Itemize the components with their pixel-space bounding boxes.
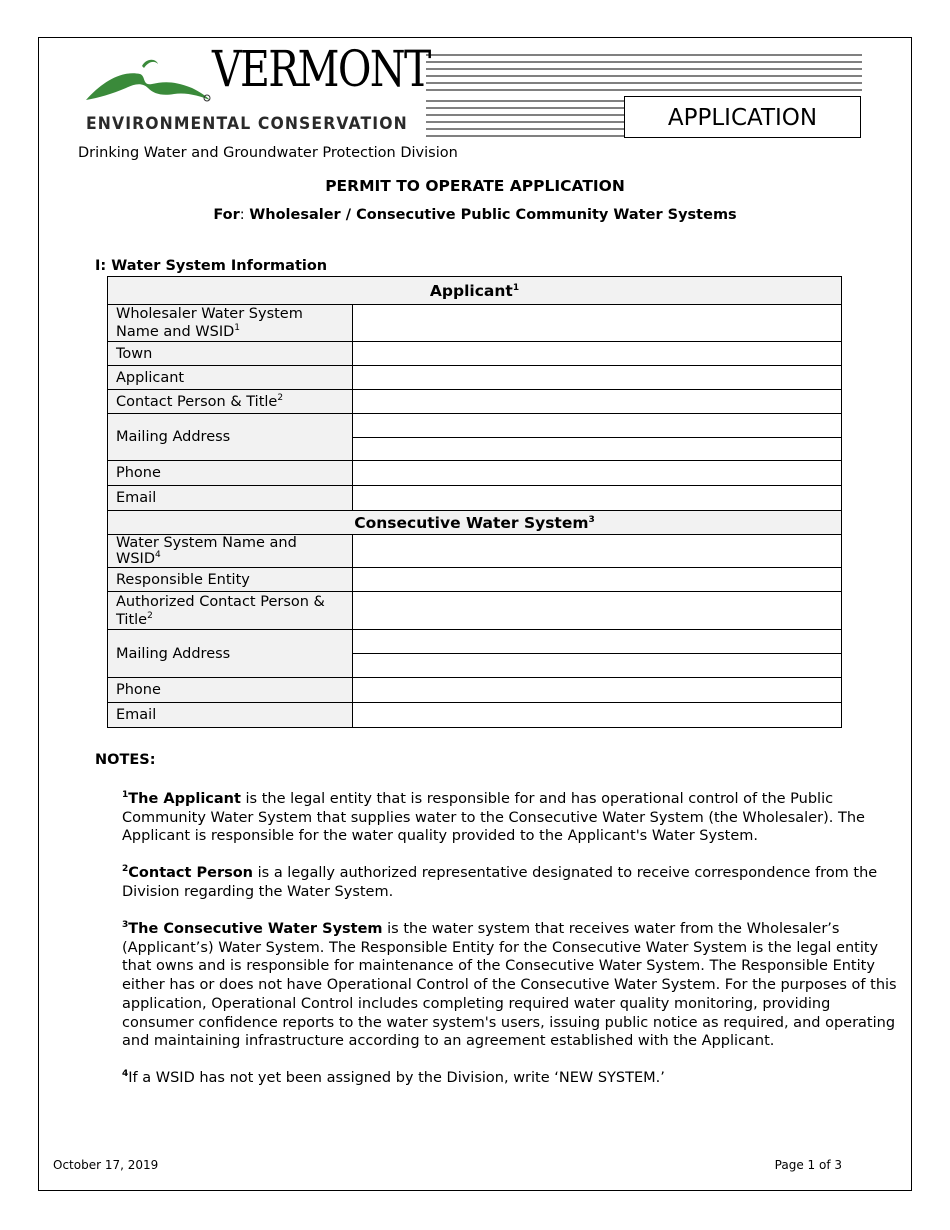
note-wsid: $^4$If a WSID has not yet been assigned by the Division, write ‘NEW SYSTEM.’ (122, 1069, 665, 1086)
wholesaler-name-field[interactable] (353, 305, 842, 342)
consecutive-phone-field[interactable] (353, 678, 842, 703)
page-title: PERMIT TO OPERATE APPLICATION (325, 177, 625, 195)
contact-person-label: Contact Person & Title$^2$ (108, 390, 353, 414)
applicant-label: Applicant (108, 366, 353, 390)
town-label: Town (108, 342, 353, 366)
page-subtitle (0, 207, 950, 223)
water-system-form (107, 276, 842, 728)
footer-page-number: Page 1 of 3 (774, 1158, 842, 1172)
footer-date: October 17, 2019 (53, 1158, 159, 1172)
consecutive-phone-label: Phone (108, 678, 353, 703)
notes-heading: NOTES: (95, 752, 156, 768)
wholesaler-name-label: Wholesaler Water System Name and WSID$^1$ (108, 305, 353, 342)
email-field[interactable] (353, 486, 842, 511)
mailing-address-line2-field[interactable] (353, 438, 842, 461)
applicant-heading: Applicant$^1$ (108, 277, 842, 305)
document-type-box: APPLICATION (624, 96, 861, 138)
phone-field[interactable] (353, 461, 842, 486)
note-consecutive-system: $^3$The Consecutive Water System is the water system that receives water from the Wholesaler’s (Applicant’s) Water System. The Responsible Entity for the Consecutive Water System is the legal entity that owns and is responsible for maintenance of the Consecutive Water System. The Responsible Entity either has or does not have Operational Control of the Consecutive Water System. For the purposes of this application, Operational Control includes completing required water quality monitoring, providing consumer confidence reports to the water system's users, issuing public notice as required, and operating and maintaining infrastructure according to an agreement established with the Applicant. (122, 920, 897, 1050)
note-contact-person: $^2$Contact Person is a legally authorized representative designated to receive correspondence from the Division regarding the Water System. (122, 864, 878, 900)
section-title: I: Water System Information (95, 258, 328, 274)
consecutive-mailing-line1-field[interactable] (353, 630, 842, 654)
subtitle-text: Wholesaler / Consecutive Public Community Water Systems (249, 207, 737, 223)
responsible-entity-label: Responsible Entity (108, 568, 353, 592)
consecutive-mailing-line2-field[interactable] (353, 654, 842, 678)
consecutive-email-field[interactable] (353, 703, 842, 728)
consecutive-mailing-address-label: Mailing Address (108, 630, 353, 678)
consecutive-email-label: Email (108, 703, 353, 728)
logo-wordmark: VERMONT (212, 40, 430, 98)
authorized-contact-label: Authorized Contact Person & Title$^2$ (108, 592, 353, 630)
logo-subtitle: ENVIRONMENTAL CONSERVATION (86, 114, 408, 134)
phone-label: Phone (108, 461, 353, 486)
authorized-contact-field[interactable] (353, 592, 842, 630)
mailing-address-label: Mailing Address (108, 414, 353, 461)
division-name: Drinking Water and Groundwater Protection Division (78, 145, 458, 161)
responsible-entity-field[interactable] (353, 568, 842, 592)
email-label: Email (108, 486, 353, 511)
subtitle-separator: : (239, 207, 250, 223)
consecutive-heading: Consecutive Water System$^3$ (108, 511, 842, 535)
contact-person-field[interactable] (353, 390, 842, 414)
header-rules-lower (426, 98, 624, 138)
consecutive-name-label: Water System Name and WSID$^4$ (108, 535, 353, 568)
consecutive-name-field[interactable] (353, 535, 842, 568)
town-field[interactable] (353, 342, 842, 366)
applicant-field[interactable] (353, 366, 842, 390)
header-rules (426, 54, 862, 96)
mailing-address-line1-field[interactable] (353, 414, 842, 438)
note-applicant: $^1$The Applicant is the legal entity that is responsible for and has operational control of the Public Community Water System that supplies water to the Consecutive Water System (the Wholesaler). The Applicant is responsible for the water quality provided to the Applicant's Water System. (122, 790, 865, 845)
subtitle-prefix: For (213, 207, 240, 223)
vermont-logo-icon (82, 52, 212, 104)
